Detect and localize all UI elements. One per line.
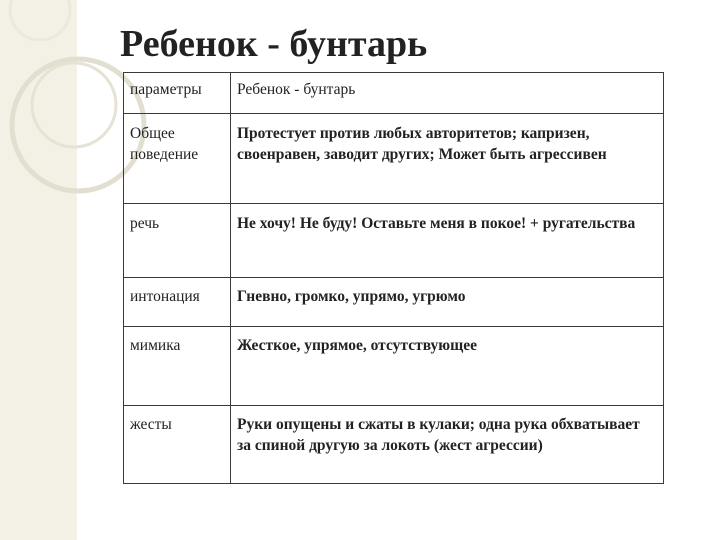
param-cell: жесты — [124, 406, 231, 484]
table-row — [124, 278, 664, 327]
table-row — [124, 204, 664, 278]
desc-cell: Не хочу! Не буду! Оставьте меня в покое! + ругательства — [231, 204, 664, 278]
desc-cell: Жесткое, упрямое, отсутствующее — [231, 327, 664, 406]
param-cell: речь — [124, 204, 231, 278]
desc-cell: Гневно, громко, упрямо, угрюмо — [231, 278, 664, 327]
param-cell: мимика — [124, 327, 231, 406]
table-header-row — [124, 73, 664, 114]
table-row — [124, 114, 664, 204]
table-row — [124, 406, 664, 484]
param-cell: интонация — [124, 278, 231, 327]
header-desc-cell: Ребенок - бунтарь — [231, 73, 664, 114]
slide-title: Ребенок - бунтарь — [120, 23, 428, 65]
desc-cell: Руки опущены и сжаты в кулаки; одна рука обхватывает за спиной другую за локоть (жест агрессии) — [231, 406, 664, 484]
table-row — [124, 327, 664, 406]
header-param-cell: параметры — [124, 73, 231, 114]
parameters-table — [123, 72, 664, 484]
left-decor-strip — [0, 0, 77, 540]
desc-cell: Протестует против любых авторитетов; капризен, своенравен, заводит других; Может быть агрессивен — [231, 114, 664, 204]
param-cell: Общее поведение — [124, 114, 231, 204]
